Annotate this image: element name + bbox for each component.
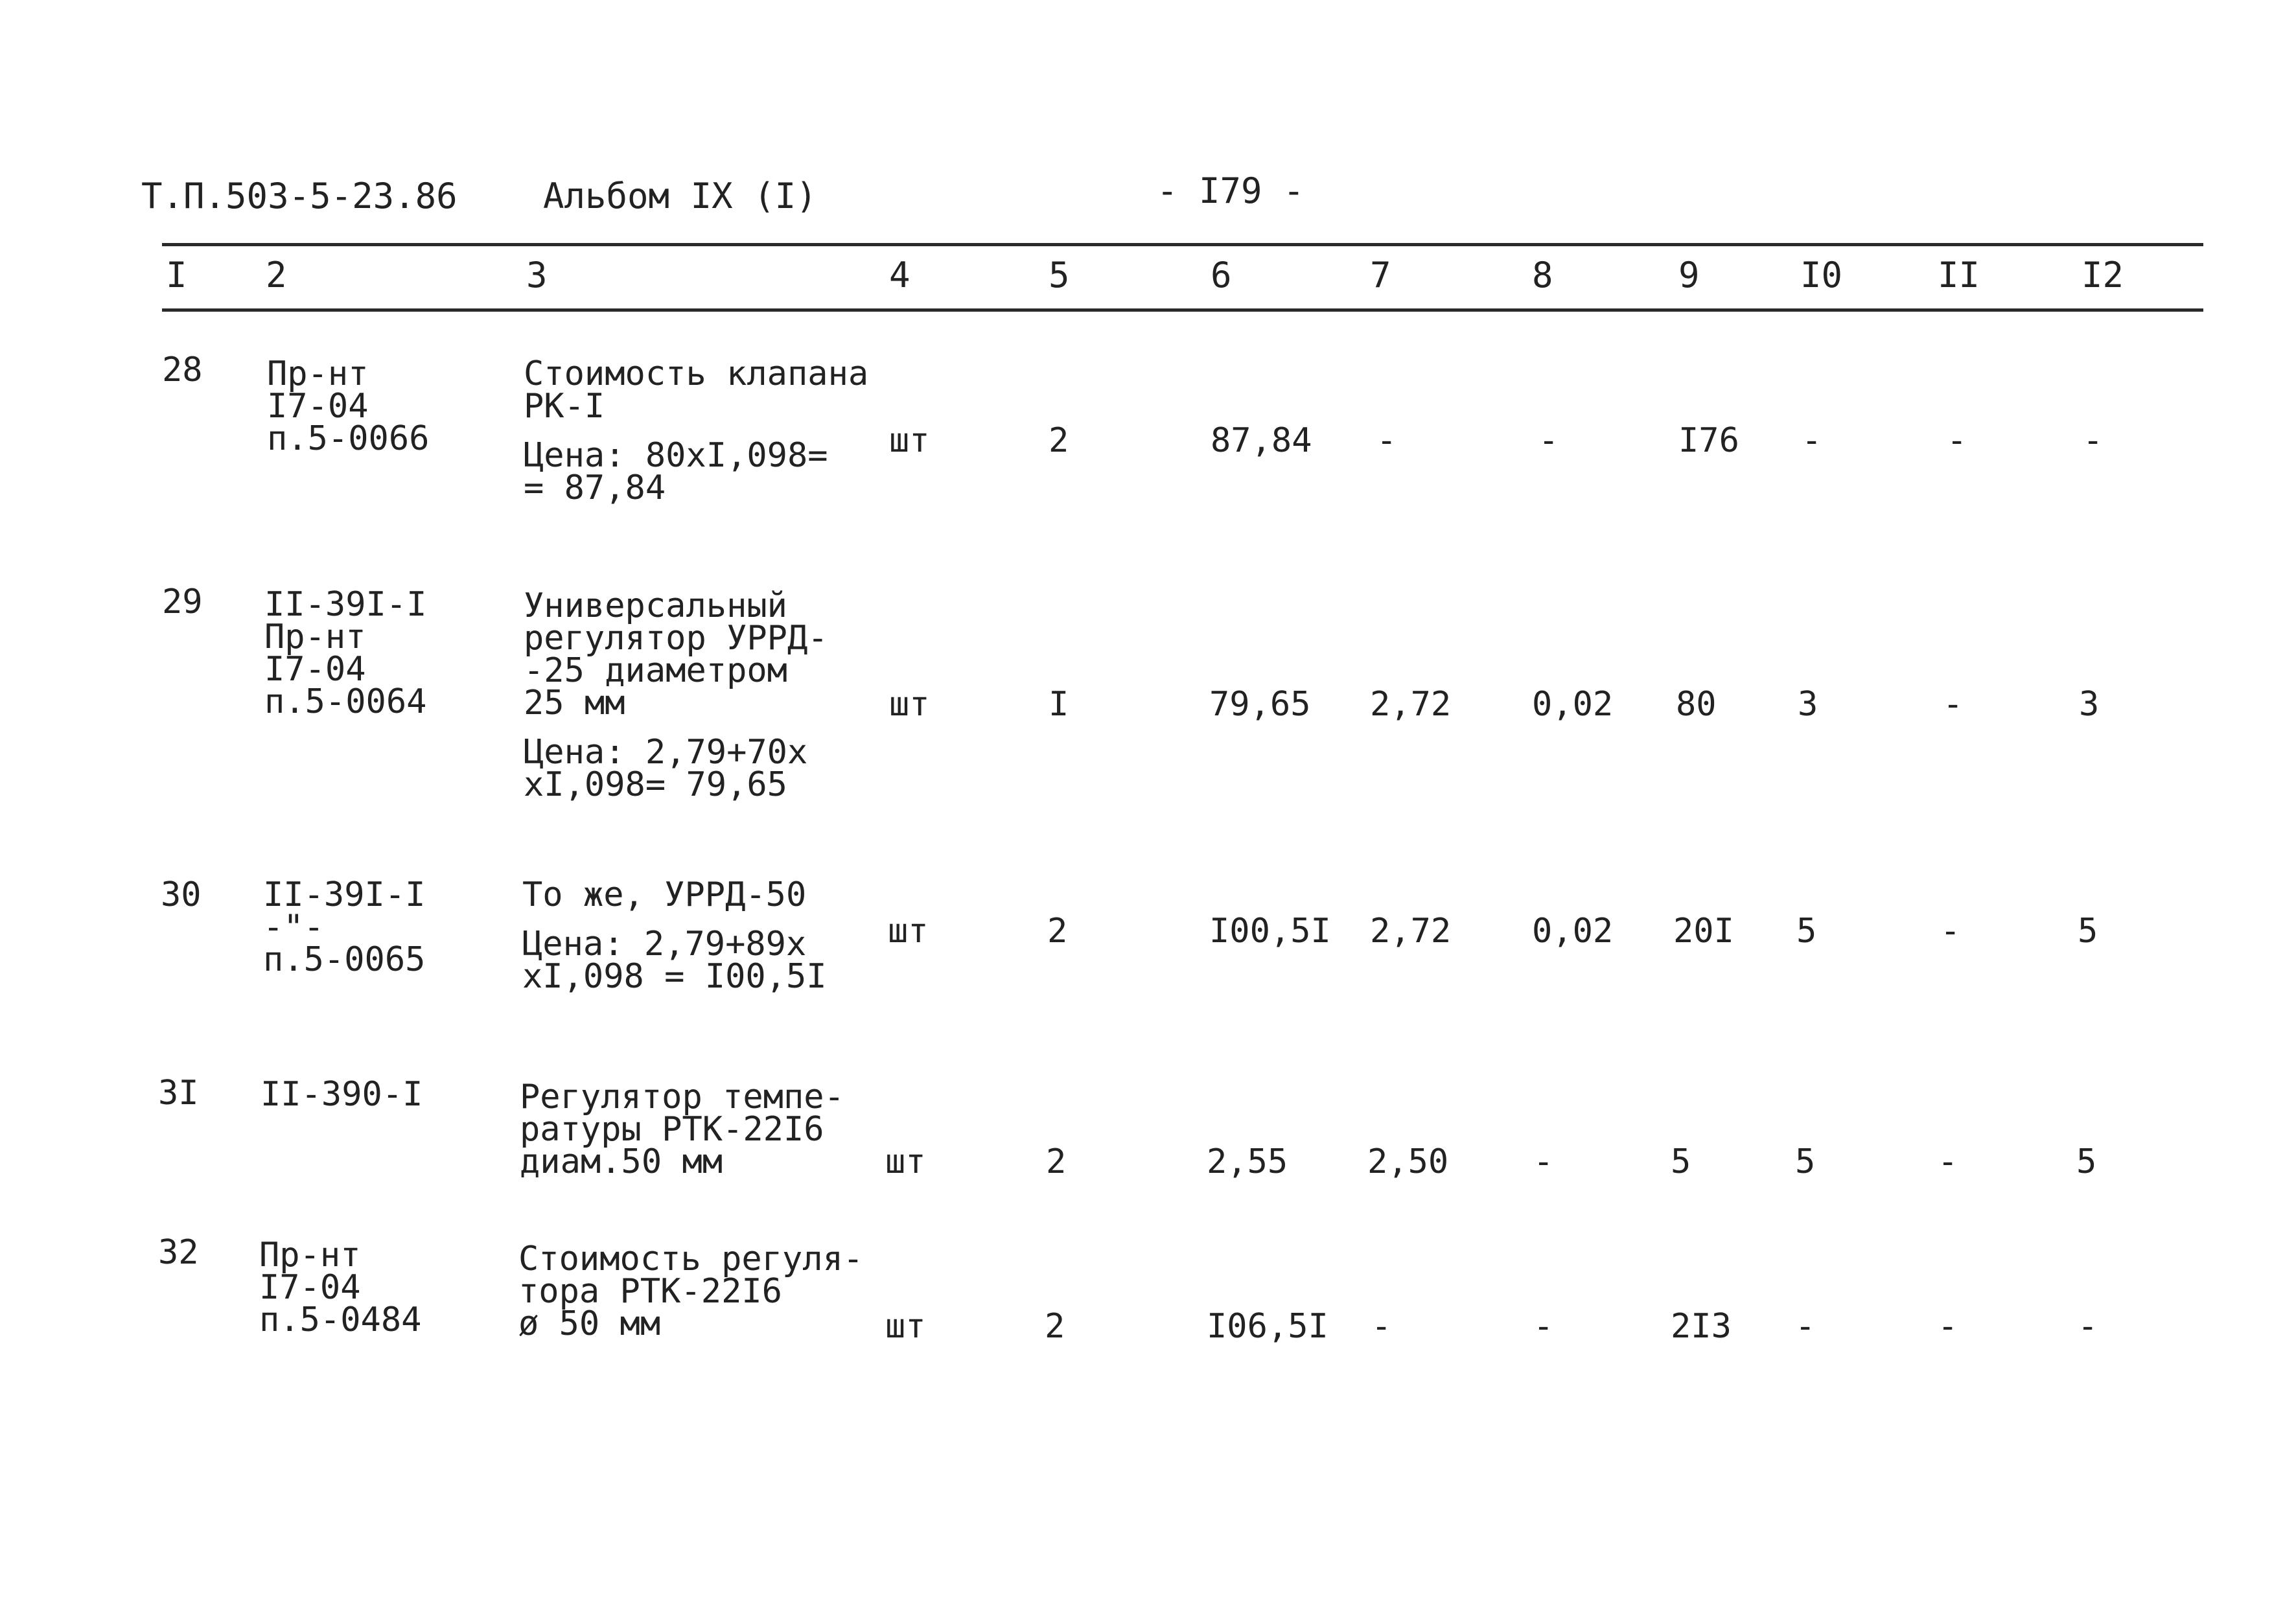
source-code-line: II-390-I bbox=[261, 1075, 423, 1114]
source-code-line: п.5-0064 bbox=[264, 682, 427, 721]
row-number: 29 bbox=[162, 583, 203, 621]
column-number: I bbox=[166, 255, 187, 295]
price-line: Цена: 80хI,098= bbox=[524, 436, 828, 475]
column-number: 7 bbox=[1370, 255, 1391, 295]
column-12-cell: 3 bbox=[2079, 685, 2100, 724]
source-code-line: -"- bbox=[263, 908, 324, 947]
column-11-cell: - bbox=[1947, 421, 1967, 460]
column-8-cell: - bbox=[1538, 421, 1559, 460]
source-code-line: Пр-нт bbox=[264, 618, 366, 656]
column-8-cell: - bbox=[1533, 1142, 1554, 1181]
column-number: 5 bbox=[1049, 255, 1070, 295]
description-line: тора РТК-22I6 bbox=[518, 1272, 782, 1311]
column-11-cell: - bbox=[1940, 912, 1961, 951]
column-10-cell: 5 bbox=[1796, 912, 1817, 951]
description-line: Стоимость клапана bbox=[524, 354, 869, 393]
description-line: Универсальный bbox=[524, 586, 787, 625]
row-number: 28 bbox=[162, 351, 203, 389]
column-number: 2 bbox=[266, 255, 287, 295]
description-line: ратуры РТК-22I6 bbox=[520, 1110, 824, 1149]
price-line: Цена: 2,79+89х bbox=[522, 925, 807, 964]
column-12-cell: 5 bbox=[2078, 912, 2098, 951]
column-9-cell: 5 bbox=[1671, 1142, 1691, 1181]
source-code-line: I7-04 bbox=[264, 650, 366, 689]
column-number: 8 bbox=[1532, 255, 1553, 295]
row-number: 3I bbox=[158, 1074, 199, 1113]
column-11-cell: - bbox=[1943, 685, 1964, 724]
column-7-cell: 2,72 bbox=[1370, 912, 1452, 951]
source-code-line: п.5-0066 bbox=[267, 419, 430, 458]
column-number: I2 bbox=[2081, 255, 2124, 295]
column-6-cell: I06,5I bbox=[1207, 1307, 1328, 1346]
source-code-line: I7-04 bbox=[259, 1268, 361, 1307]
description-line: ø 50 мм bbox=[518, 1304, 661, 1343]
table-header-rule bbox=[162, 308, 2203, 312]
description-line: -25 диаметром bbox=[524, 651, 787, 690]
quantity-cell: 2 bbox=[1045, 1307, 1065, 1346]
source-code bbox=[261, 1075, 423, 1114]
column-6-cell: 79,65 bbox=[1209, 685, 1311, 724]
source-code bbox=[259, 1236, 422, 1339]
column-11-cell: - bbox=[1938, 1142, 1958, 1181]
description-line: РК-I bbox=[524, 387, 605, 426]
column-6-cell: I00,5I bbox=[1209, 912, 1331, 951]
source-code-line: Пр-нт bbox=[259, 1236, 361, 1275]
column-8-cell: 0,02 bbox=[1532, 912, 1614, 951]
table-top-rule bbox=[162, 243, 2203, 246]
source-code bbox=[264, 585, 427, 721]
album-label: Альбом IX (I) bbox=[543, 176, 817, 216]
column-10-cell: - bbox=[1802, 421, 1822, 460]
price-line: Цена: 2,79+70х bbox=[524, 733, 808, 772]
item-description bbox=[520, 1078, 844, 1181]
source-code-line: II-39I-I bbox=[264, 585, 427, 624]
item-description bbox=[522, 875, 827, 996]
source-code bbox=[263, 875, 426, 979]
description-line: диам.50 мм bbox=[520, 1142, 723, 1181]
column-number: 6 bbox=[1211, 255, 1232, 295]
unit-cell: шт bbox=[889, 421, 930, 460]
description-line: Регулятор темпе- bbox=[520, 1078, 844, 1116]
column-9-cell: 80 bbox=[1676, 685, 1717, 724]
quantity-cell: 2 bbox=[1049, 421, 1069, 460]
quantity-cell: 2 bbox=[1047, 912, 1068, 951]
column-9-cell: 20I bbox=[1673, 912, 1734, 951]
source-code bbox=[267, 354, 430, 458]
column-number: 9 bbox=[1678, 255, 1700, 295]
column-number: 3 bbox=[526, 255, 548, 295]
column-number: 4 bbox=[889, 255, 910, 295]
column-10-cell: 3 bbox=[1798, 685, 1818, 724]
page-number: - I79 - bbox=[1157, 170, 1305, 211]
column-8-cell: 0,02 bbox=[1532, 685, 1614, 724]
row-number: 30 bbox=[161, 875, 202, 914]
column-9-cell: I76 bbox=[1678, 421, 1739, 460]
quantity-cell: I bbox=[1049, 685, 1069, 724]
column-11-cell: - bbox=[1938, 1307, 1958, 1346]
column-10-cell: - bbox=[1795, 1307, 1816, 1346]
item-description bbox=[518, 1240, 864, 1343]
description-line: регулятор УРРД- bbox=[524, 619, 828, 658]
source-code-line: I7-04 bbox=[267, 387, 369, 426]
source-code-line: Пр-нт bbox=[267, 354, 369, 393]
price-line: хI,098= 79,65 bbox=[524, 765, 787, 804]
source-code-line: п.5-0065 bbox=[263, 940, 426, 979]
column-8-cell: - bbox=[1533, 1307, 1554, 1346]
column-12-cell: - bbox=[2083, 421, 2104, 460]
quantity-cell: 2 bbox=[1046, 1142, 1067, 1181]
column-10-cell: 5 bbox=[1795, 1142, 1816, 1181]
column-7-cell: 2,72 bbox=[1370, 685, 1452, 724]
price-line: хI,098 = I00,5I bbox=[522, 957, 827, 996]
unit-cell: шт bbox=[885, 1307, 926, 1346]
column-7-cell: - bbox=[1371, 1307, 1392, 1346]
column-12-cell: 5 bbox=[2076, 1142, 2097, 1181]
description-line: Стоимость регуля- bbox=[518, 1240, 864, 1278]
column-6-cell: 2,55 bbox=[1207, 1142, 1288, 1181]
price-line: = 87,84 bbox=[524, 468, 666, 507]
column-6-cell: 87,84 bbox=[1211, 421, 1312, 460]
source-code-line: п.5-0484 bbox=[259, 1301, 422, 1339]
source-code-line: II-39I-I bbox=[263, 875, 426, 914]
column-number: II bbox=[1938, 255, 1980, 295]
column-9-cell: 2I3 bbox=[1671, 1307, 1732, 1346]
item-description bbox=[524, 586, 828, 804]
document-code: Т.П.503-5-23.86 bbox=[141, 176, 458, 216]
item-description bbox=[524, 354, 869, 507]
column-12-cell: - bbox=[2078, 1307, 2098, 1346]
unit-cell: шт bbox=[889, 685, 930, 724]
description-line: 25 мм bbox=[524, 684, 625, 723]
unit-cell: шт bbox=[885, 1142, 926, 1181]
unit-cell: шт bbox=[888, 912, 929, 951]
column-7-cell: 2,50 bbox=[1367, 1142, 1449, 1181]
column-number: I0 bbox=[1800, 255, 1843, 295]
description-line: То же, УРРД-50 bbox=[522, 875, 807, 914]
row-number: 32 bbox=[158, 1233, 199, 1272]
column-7-cell: - bbox=[1376, 421, 1397, 460]
